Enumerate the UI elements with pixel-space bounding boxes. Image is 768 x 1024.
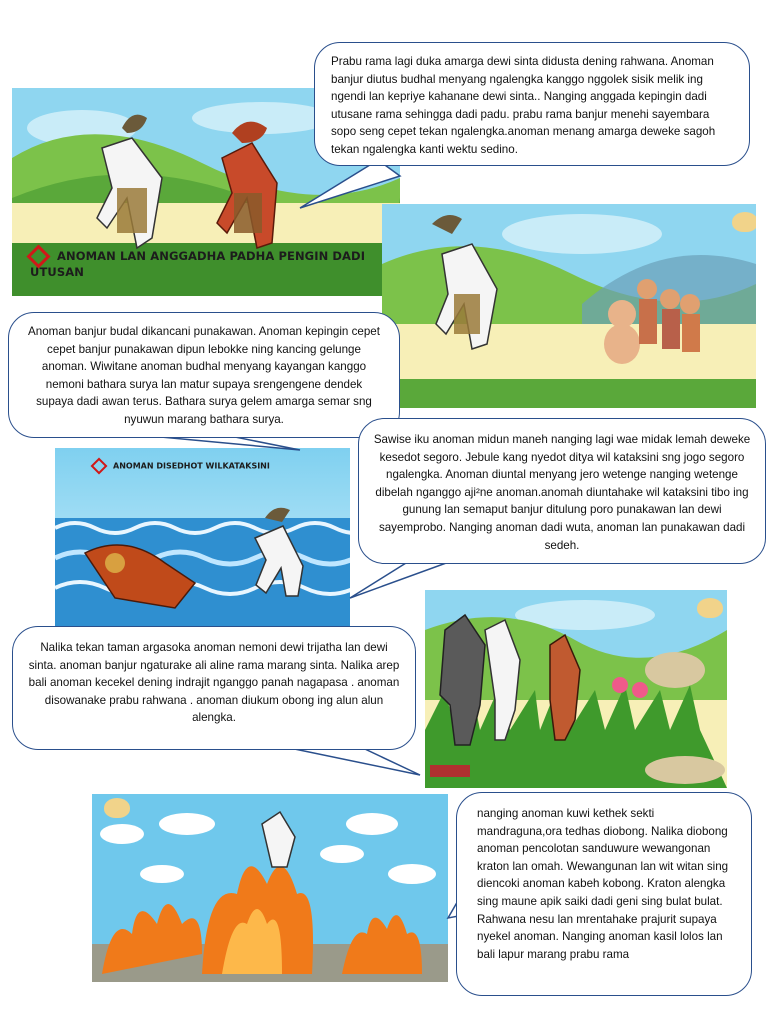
speech-bubble-5 — [456, 792, 752, 996]
logo-badge — [697, 598, 723, 618]
logo-badge — [104, 798, 130, 818]
panel-burning-alengka — [92, 794, 448, 982]
bubble-text: nanging anoman kuwi kethek sekti mandraguna,ora tedhas diobong. Nalika diobong anoman pencolotan sanduwure wewangonan kraton lan omah. Wewangunan lan wit witan sing diencoki anoman kabeh kobong. Kraton alengka sing maune apik saiki dadi geni sing bulat bulat. Rahwana nesu lan mrentahake prajurit supaya nyekel anoman. Nanging anoman kasil lolos lan bali lapur marang prabu rama — [477, 807, 729, 961]
panel-argasoka-garden — [425, 590, 727, 788]
bubble-text: Anoman banjur budal dikancani punakawan. Anoman kepingin cepet cepet banjur punakawan dipun lebokke ning kancing gelunge anoman. Wiwitane anoman budhal menyang kayangan kanggo nemoni bathara surya lan matur supaya srengengene dendek supaya dadi awan terus. Bathara surya gelem amarga semar sng nyuwun marang bathara surya. — [28, 325, 380, 426]
scene-anoman-punakawan — [382, 204, 756, 408]
panel-caption: ANOMAN DISEDHOT WILKATAKSINI — [113, 461, 270, 471]
panel-caption: ANOMAN LAN ANGGADHA PADHA PENGIN DADI UTUSAN — [30, 249, 366, 279]
speech-bubble-1 — [314, 42, 750, 166]
panel-wilkataksini — [55, 448, 350, 628]
caption-diamond-icon — [91, 458, 108, 475]
scene-sea — [55, 448, 350, 628]
logo-badge — [732, 212, 756, 232]
bubble-text: Nalika tekan taman argasoka anoman nemoni dewi trijatha lan dewi sinta. anoman banjur ngaturake ali aline rama marang sinta. Nalika arep bali anoman kecekel dening indrajit nganggo panah nagapasa . anoman disowanake prabu rahwana . anoman diukum obong ing alun alun alengka. — [28, 641, 400, 725]
scene-garden — [425, 590, 727, 788]
bubble-text: Sawise iku anoman midun maneh nanging lagi wae midak lemah deweke kesedot segoro. Jebule kang nyedot ditya wil kataksini sng jogo segoro ngalengka. Anoman diuntal menyang jero wetenge nanging wetenge dibelah nganggo aji²ne anoman.anomah diuntahake wil kataksini tibo ing gunung lan semaput banjur ditulung poro punakawan lan dewi sayemprobo. Nanging anoman dadi wuta, anoman lan punakawan dadi sedeh. — [373, 433, 751, 552]
panel-anoman-punakawan — [382, 204, 756, 408]
speech-bubble-3 — [358, 418, 766, 564]
scene-fire — [92, 794, 448, 982]
speech-bubble-2 — [8, 312, 400, 438]
speech-bubble-4 — [12, 626, 416, 750]
bubble-text: Prabu rama lagi duka amarga dewi sinta didusta dening rahwana. Anoman banjur diutus budhal menyang ngalengka kanggo nggolek sisik melik ing ngendi lan kepriye kahanane dewi sinta.. Nanging anggada kepingin dadi utusane rama sehingga dadi padu. prabu rama banjur menehi sayembara sopo seng cepet tekan ngalengka.anoman menang amarga deweke sagoh tekan ngalengka kanti wektu sedino. — [331, 55, 716, 156]
